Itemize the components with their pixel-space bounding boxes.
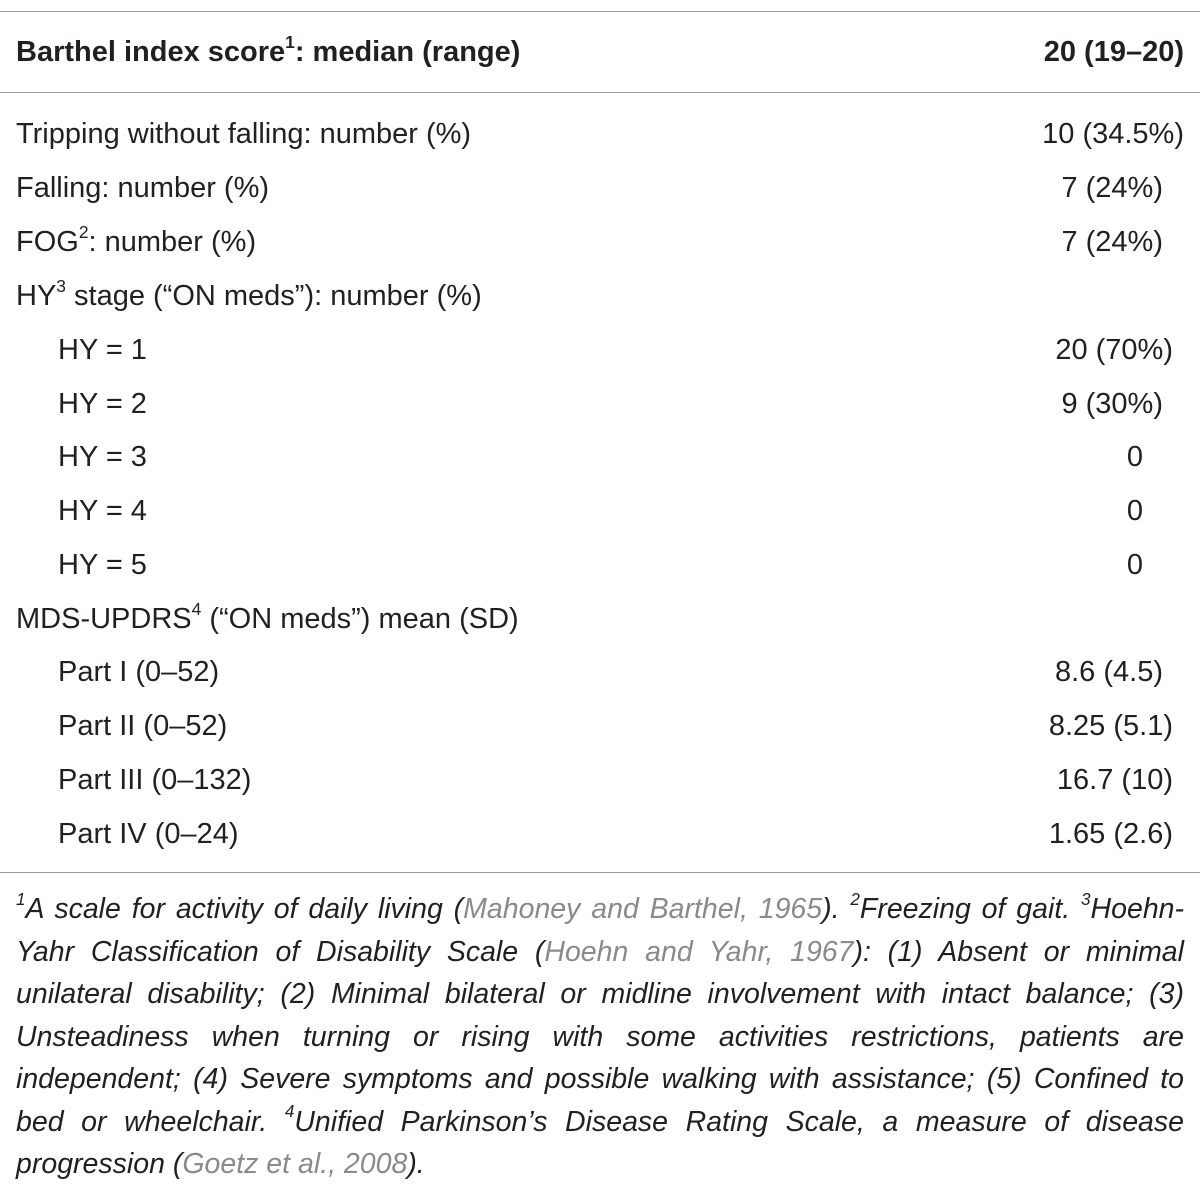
header-rule (0, 92, 1200, 93)
table-row (0, 484, 1200, 538)
row-value (0, 269, 1184, 323)
row-value: 20 (70%) (1055, 334, 1173, 366)
row-label: HY = 1 (58, 334, 147, 366)
row-value: 7 (24%) (1061, 172, 1163, 204)
row-label: HY = 5 (58, 549, 147, 581)
citation-link[interactable]: Hoehn and Yahr, 1967 (544, 935, 854, 968)
table-row (0, 753, 1200, 807)
row-label: HY = 2 (58, 388, 147, 420)
row-label: HY = 3 (58, 441, 147, 473)
row-label: $HY^3$ stage (“ON meds”): number (%) (16, 275, 482, 312)
row-label: Part III (0–132) (58, 764, 252, 796)
table-footnote: $^1$A scale for activity of daily living (Mahoney and Barthel, 1965). $^2$Freezing of gait. $^3$Hoehn-Yahr Classification of Disability Scale (Hoehn and Yahr, 1967): (1) Absent or minimal unilateral disability; (2) Minimal bilateral or midline involvement with intact balance; (3) Unsteadiness when turning or rising with some activities restrictions, patients are independent; (4) Severe symptoms and possible walking with assistance; (5) Confined to bed or wheelchair. $^4$Unified Parkinson’s Disease Rating Scale, a measure of disease progression (Goetz et al., 2008). (16, 889, 1185, 1180)
row-value: 0 (1126, 495, 1143, 527)
table-header-row (0, 25, 1200, 79)
table-row (0, 377, 1200, 431)
table-row (0, 161, 1200, 215)
row-label: MDS-UPDRS$^4$ (“ON meds”) mean (SD) (16, 598, 519, 635)
citation-link[interactable]: Goetz et al., 2008 (182, 1148, 408, 1180)
row-label: Part II (0–52) (58, 710, 228, 742)
row-value: 7 (24%) (1061, 226, 1163, 258)
row-value: 10 (34.5%) (1042, 118, 1184, 150)
row-label: Part IV (0–24) (58, 818, 239, 850)
row-value: 1.65 (2.6) (1048, 818, 1173, 850)
table-row (0, 592, 1200, 646)
table-row (0, 215, 1200, 269)
table-row (0, 430, 1200, 484)
table-row (0, 323, 1200, 377)
row-value (0, 592, 1184, 646)
row-value: 9 (30%) (1061, 388, 1163, 420)
header-label: Barthel index score$^1$: median (range) (16, 31, 521, 68)
row-label: FOG$^2$: number (%) (16, 221, 257, 258)
row-value: 8.25 (5.1) (1048, 710, 1173, 742)
row-label: Part I (0–52) (58, 656, 220, 688)
table-row (0, 645, 1200, 699)
bottom-rule (0, 872, 1200, 873)
row-value: 0 (1126, 549, 1143, 581)
table-row (0, 269, 1200, 323)
row-value: 8.6 (4.5) (1055, 656, 1163, 688)
table-row (0, 699, 1200, 753)
header-value: 20 (19–20) (1043, 36, 1184, 68)
row-label: Falling: number (%) (16, 172, 270, 204)
table-row (0, 807, 1200, 861)
table-row (0, 538, 1200, 592)
row-value: 0 (1126, 441, 1143, 473)
row-label: HY = 4 (58, 495, 147, 527)
top-rule (0, 11, 1200, 12)
row-value: 16.7 (10) (1056, 764, 1173, 796)
citation-link[interactable]: Mahoney and Barthel, 1965 (463, 893, 823, 925)
row-label: Tripping without falling: number (%) (16, 118, 472, 150)
table-row (0, 107, 1200, 161)
